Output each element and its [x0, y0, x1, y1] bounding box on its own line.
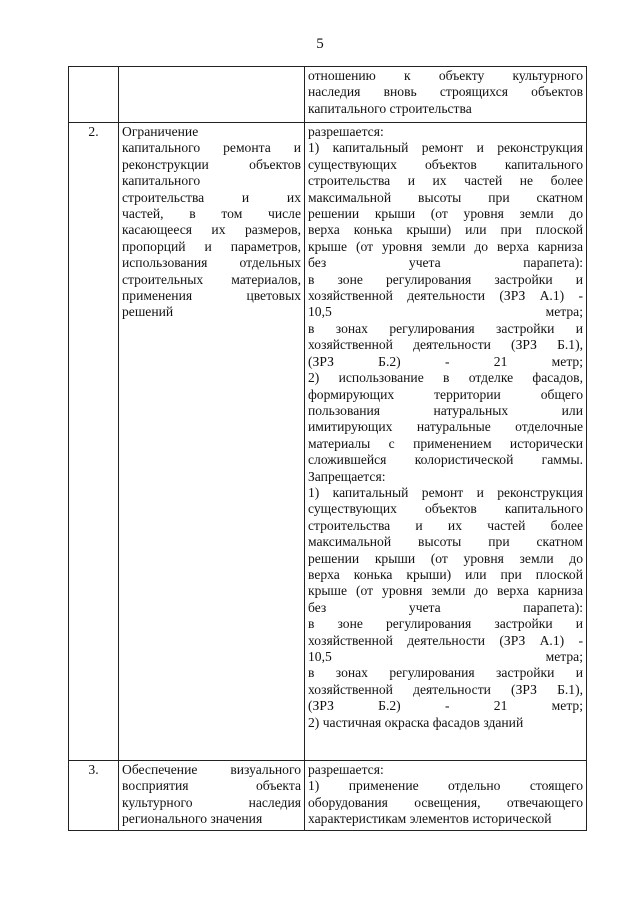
- text-line: капитального строительства: [308, 100, 472, 116]
- row-title: [119, 761, 305, 831]
- text-line: хозяйственной деятельности (ЗРЗ Б.1),: [308, 681, 583, 697]
- row-number: 3.: [69, 761, 119, 831]
- text-line: восприятия объекта: [122, 778, 301, 794]
- text-line: строительства и их частей не более: [308, 173, 583, 189]
- text-line: 1) применение отдельно стоящего: [308, 778, 583, 794]
- text-line: решении крыши (от уровня земли до: [308, 206, 583, 222]
- text-line: Запрещается:: [308, 468, 386, 484]
- text-line: капитального ремонта и: [122, 140, 301, 156]
- text-line: крыше (от уровня земли до верха карниза: [308, 583, 583, 599]
- row-title: [119, 67, 305, 123]
- text-line: оборудования освещения, отвечающего: [308, 794, 583, 810]
- text-line: хозяйственной деятельности (ЗРЗ А.1) -: [308, 288, 583, 304]
- text-line: регионального значения: [122, 811, 263, 827]
- text-line: хозяйственной деятельности (ЗРЗ А.1) -: [308, 632, 583, 648]
- text-line: максимальной высоты при скатном: [308, 189, 583, 205]
- text-line: использования отдельных: [122, 255, 301, 271]
- page-number: 5: [316, 36, 324, 52]
- text-line: 1) капитальный ремонт и реконструкция: [308, 140, 583, 156]
- text-line: в зонах регулирования застройки и: [308, 320, 583, 336]
- row-requirements: [305, 123, 587, 761]
- text-line: существующих объектов капитального: [308, 501, 583, 517]
- text-line: строительных материалов,: [122, 271, 301, 287]
- text-line: максимальной высоты при скатном: [308, 534, 583, 550]
- text-line: 2) использование в отделке фасадов,: [308, 370, 583, 386]
- row-requirements: [305, 67, 587, 123]
- restrictions-table: [68, 66, 587, 831]
- text-line: верха конька крыши) или при плоской: [308, 566, 583, 582]
- text-line: в зонах регулирования застройки и: [308, 665, 583, 681]
- text-line: пропорций и параметров,: [122, 238, 301, 254]
- text-line: пользования натуральных или: [308, 402, 583, 418]
- text-line: решений: [122, 304, 174, 320]
- text-line: характеристикам элементов исторической: [308, 811, 552, 827]
- text-line: в зоне регулирования застройки и: [308, 271, 583, 287]
- text-line: частей, в том числе: [122, 206, 301, 222]
- text-line: крыше (от уровня земли до верха карниза: [308, 238, 583, 254]
- text-line: разрешается:: [308, 762, 384, 777]
- text-line: строительства и их: [122, 189, 301, 205]
- text-line: 1) капитальный ремонт и реконструкция: [308, 484, 583, 500]
- text-line: 10,5 метра;: [308, 649, 583, 664]
- row-title: [119, 123, 305, 761]
- text-line: реконструкции объектов: [122, 156, 301, 172]
- text-line: материалы с применением исторически: [308, 435, 583, 451]
- text-line: 10,5 метра;: [308, 304, 583, 320]
- row-number: 2.: [69, 123, 119, 761]
- text-line: формирующих территории общего: [308, 386, 583, 402]
- text-line: строительства и их частей более: [308, 517, 583, 533]
- row-number: [69, 67, 119, 123]
- row-requirements: [305, 761, 587, 831]
- text-line: имитирующих натуральные отделочные: [308, 419, 583, 435]
- table-row: [69, 761, 587, 831]
- text-line: 2) частичная окраска фасадов зданий: [308, 714, 524, 730]
- text-line: применения цветовых: [122, 288, 301, 304]
- text-line: капитального: [122, 173, 201, 189]
- text-line: разрешается:: [308, 124, 384, 139]
- text-line: в зоне регулирования застройки и: [308, 616, 583, 632]
- text-line: без учета парапета):: [308, 255, 583, 271]
- text-line: сложившейся колористической гаммы.: [308, 452, 583, 468]
- text-line: существующих объектов капитального: [308, 156, 583, 172]
- text-line: касающееся их размеров,: [122, 222, 301, 238]
- text-line: Ограничение: [122, 124, 199, 139]
- text-line: Обеспечение визуального: [122, 762, 301, 777]
- table-row: [69, 123, 587, 761]
- text-line: хозяйственной деятельности (ЗРЗ Б.1),: [308, 337, 583, 353]
- table-row: [69, 67, 587, 123]
- text-line: (ЗРЗ Б.2) - 21 метр;: [308, 698, 583, 714]
- text-line: культурного наследия: [122, 794, 301, 810]
- text-line: без учета парапета):: [308, 599, 583, 615]
- text-line: отношению к объекту культурного: [308, 68, 583, 83]
- text-line: наследия вновь строящихся объектов: [308, 84, 583, 100]
- text-line: верха конька крыши) или при плоской: [308, 222, 583, 238]
- text-line: (ЗРЗ Б.2) - 21 метр;: [308, 353, 583, 369]
- text-line: решении крыши (от уровня земли до: [308, 550, 583, 566]
